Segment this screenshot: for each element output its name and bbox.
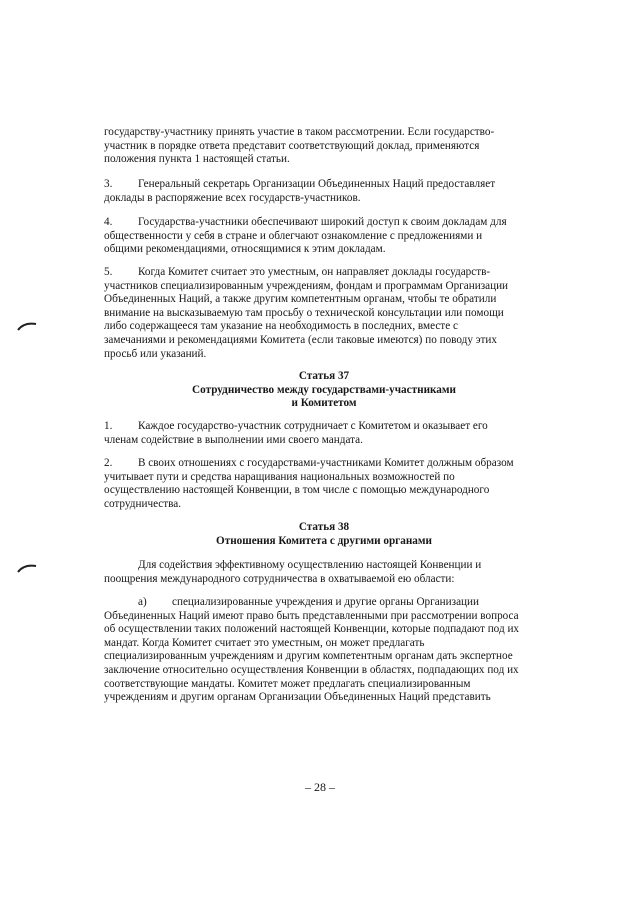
text-line: Объединенных Наций имеют право быть представленными при рассмотрении вопроса xyxy=(104,609,519,622)
text-line: специализированные учреждения и другие органы Организации xyxy=(172,596,480,608)
text-line: сотрудничества. xyxy=(104,497,182,510)
article-37-heading xyxy=(104,370,544,411)
text-line: Объединенных Наций, а также другим компетентным органам, чтобы те обратили xyxy=(104,293,497,306)
text-line: просьб или указаний. xyxy=(104,347,207,360)
article-title: Статья 38 xyxy=(298,521,350,533)
text-line: соответствующие мандаты. Комитет может предлагать специализированным xyxy=(104,677,471,690)
text-line: специализированным учреждениям и другим компетентным органам дать экспертное xyxy=(104,650,513,663)
text-line: государству-участнику принять участие в таком рассмотрении. Если государство- xyxy=(104,126,495,138)
text-line: замечаниями и рекомендациями Комитета (если таковые имеются) по поводу этих xyxy=(104,333,497,346)
text-line: В своих отношениях с государствами-участниками Комитет должным образом xyxy=(138,457,514,469)
article-subtitle: Отношения Комитета с другими органами xyxy=(216,534,432,547)
text-line: либо содержащееся там указание на необходимость в последних, вместе с xyxy=(104,320,458,333)
article-subtitle: Сотрудничество между государствами-участниками xyxy=(192,383,456,396)
text-line: положения пункта 1 настоящей статьи. xyxy=(104,153,290,166)
paragraph-5 xyxy=(104,266,544,361)
text-line: Для содействия эффективному осуществлению настоящей Конвенции и xyxy=(138,559,482,571)
text-line: заключение относительно осуществления Конвенции в областях, подпадающих под их xyxy=(104,663,519,676)
text-line: общественности у себя в стране и облегчают ознакомление с предложениями и xyxy=(104,229,483,242)
text-line: Государства-участники обеспечивают широкий доступ к своим докладам для xyxy=(138,216,507,228)
paragraph-number: 1. xyxy=(104,420,113,432)
text-line: Генеральный секретарь Организации Объединенных Наций предоставляет xyxy=(138,178,496,190)
paragraph-number: 2. xyxy=(104,457,113,469)
text-line: участник в порядке ответа представит соответствующий доклад, применяются xyxy=(104,139,480,152)
text-line: общими рекомендациями, относящимися к этим докладам. xyxy=(104,243,386,256)
article-subtitle: и Комитетом xyxy=(291,397,357,410)
paragraph-4 xyxy=(104,216,544,257)
continuation-paragraph xyxy=(104,126,544,167)
paragraph-number: 3. xyxy=(104,178,113,190)
text-line: мандат. Когда Комитет считает это уместным, он может предлагать xyxy=(104,636,425,649)
text-line: учреждениям и другим органам Организации Объединенных Наций представить xyxy=(104,691,491,704)
text-line: внимание на высказываемую там просьбу о технической консультации или помощи xyxy=(104,306,504,319)
text-line: Каждое государство-участник сотрудничает с Комитетом и оказывает его xyxy=(138,420,488,432)
item-letter: a) xyxy=(138,596,147,608)
scan-mark-icon xyxy=(16,562,38,574)
article-38-heading xyxy=(104,521,544,548)
text-line: доклады в распоряжение всех государств-участников. xyxy=(104,191,361,204)
text-line: Когда Комитет считает это уместным, он направляет доклады государств- xyxy=(138,266,491,278)
text-line: членам содействие в выполнении ими своего мандата. xyxy=(104,433,363,446)
article-38-intro xyxy=(104,559,544,586)
article-37-paragraph-2 xyxy=(104,457,544,511)
text-line: участников специализированным учреждениям, фондам и программам Организации xyxy=(104,279,509,292)
scan-mark-icon xyxy=(16,320,38,332)
paragraph-number: 5. xyxy=(104,266,113,278)
text-line: осуществлению настоящей Конвенции, в том числе с помощью международного xyxy=(104,484,490,497)
article-38-item-a xyxy=(104,596,544,705)
text-line: об осуществлении таких положений настоящей Конвенции, которые подпадают под их xyxy=(104,623,520,636)
article-title: Статья 37 xyxy=(298,370,350,382)
paragraph-number: 4. xyxy=(104,216,113,228)
article-37-paragraph-1 xyxy=(104,420,544,447)
text-line: учитывает пути и средства наращивания национальных возможностей по xyxy=(104,470,455,483)
page-number: – 28 – xyxy=(305,780,335,794)
text-line: поощрения международного сотрудничества в охватываемой ею области: xyxy=(104,572,455,585)
paragraph-3 xyxy=(104,178,544,205)
